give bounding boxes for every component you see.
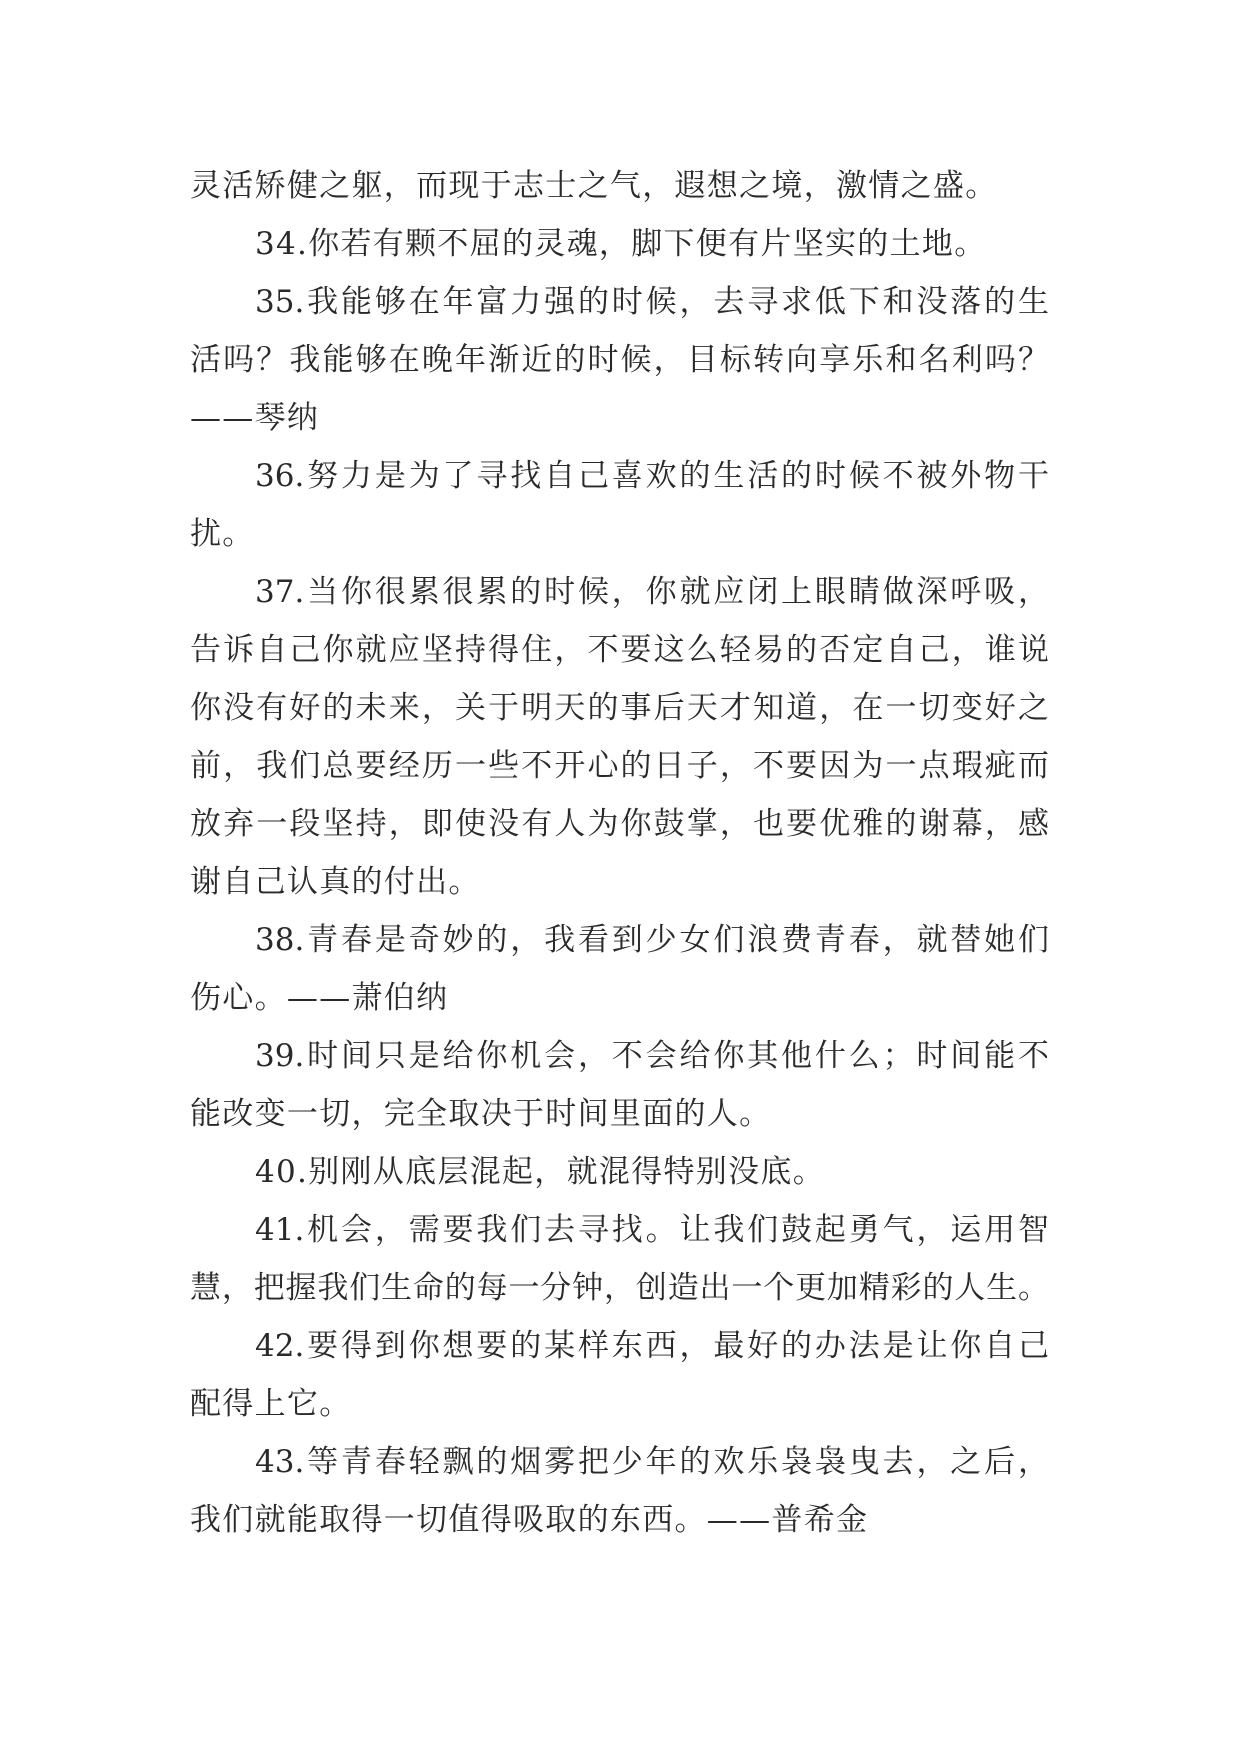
text-line-content: 伤心。——萧伯纳 [190,980,449,1016]
text-line [0,802,1241,846]
text-line [0,1266,1241,1310]
text-line [0,918,1241,962]
text-line [0,1382,1241,1426]
text-line [0,1150,1241,1194]
text-line-content: 35.我能够在年富力强的时候，去寻求低下和没落的生 [255,284,1049,320]
text-line-content: 38.青春是奇妙的，我看到少女们浪费青春，就替她们 [255,922,1049,958]
text-line-content: 39.时间只是给你机会，不会给你其他什么；时间能不 [255,1038,1049,1074]
text-line-content: 慧，把握我们生命的每一分钟，创造出一个更加精彩的人生。 [190,1270,1049,1306]
text-line [0,1092,1241,1136]
text-line [0,454,1241,498]
text-line-content: 41.机会，需要我们去寻找。让我们鼓起勇气，运用智 [255,1212,1049,1248]
text-line [0,222,1241,266]
text-line-content: 42.要得到你想要的某样东西，最好的办法是让你自己 [255,1328,1049,1364]
text-line-content: 谢自己认真的付出。 [190,864,481,900]
text-line-content: 37.当你很累很累的时候，你就应闭上眼睛做深呼吸， [255,574,1049,610]
text-line-content: 配得上它。 [190,1386,352,1422]
text-line-content: 放弃一段坚持，即使没有人为你鼓掌，也要优雅的谢幕，感 [190,806,1049,842]
text-line [0,976,1241,1020]
text-line [0,1034,1241,1078]
text-line [0,1440,1241,1484]
text-line-content: 43.等青春轻飘的烟雾把少年的欢乐袅袅曳去，之后， [255,1444,1049,1480]
text-line-content: 前，我们总要经历一些不开心的日子，不要因为一点瑕疵而 [190,748,1049,784]
text-line-content: 活吗？我能够在晚年渐近的时候，目标转向享乐和名利吗？ [190,342,1049,378]
text-line [0,744,1241,788]
text-line [0,1324,1241,1368]
text-line-content: 我们就能取得一切值得吸取的东西。——普希金 [190,1502,869,1538]
text-line-content: 36.努力是为了寻找自己喜欢的生活的时候不被外物干 [255,458,1049,494]
text-line [0,396,1241,440]
text-line-content: 你没有好的未来，关于明天的事后天才知道，在一切变好之 [190,690,1049,726]
text-line [0,280,1241,324]
text-line [0,686,1241,730]
text-line-content: 40.别刚从底层混起，就混得特别没底。 [255,1154,825,1190]
text-line-content: 灵活矫健之躯，而现于志士之气，遐想之境，激情之盛。 [190,168,998,204]
text-line [0,628,1241,672]
text-line-content: 告诉自己你就应坚持得住，不要这么轻易的否定自己，谁说 [190,632,1049,668]
text-line-content: 34.你若有颗不屈的灵魂，脚下便有片坚实的土地。 [255,226,987,262]
text-line [0,1208,1241,1252]
text-line [0,1498,1241,1542]
text-line [0,860,1241,904]
text-line-content: 扰。 [190,516,255,552]
text-line [0,512,1241,556]
text-line-content: 能改变一切，完全取决于时间里面的人。 [190,1096,772,1132]
text-line [0,338,1241,382]
text-line [0,164,1241,208]
text-line [0,570,1241,614]
text-line-content: ——琴纳 [190,400,320,436]
